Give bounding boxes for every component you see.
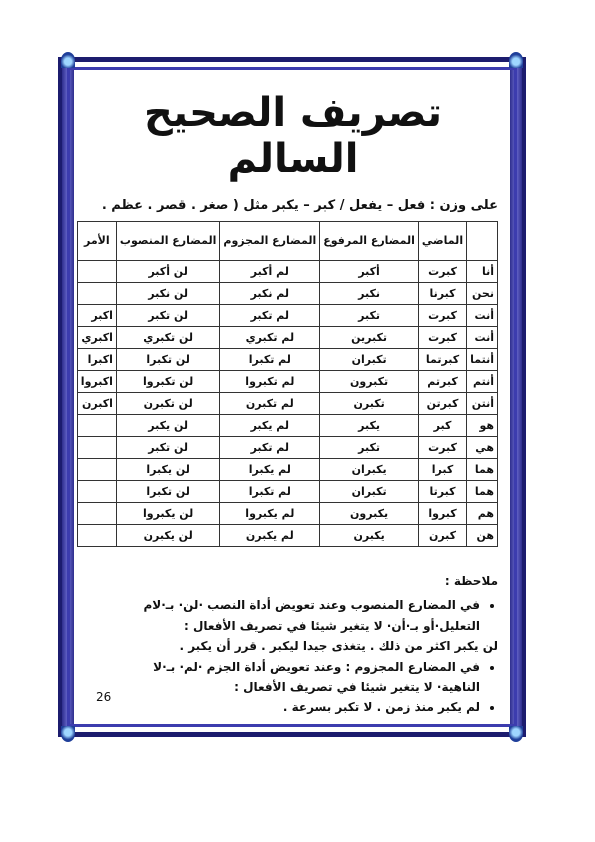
column-header-past: الماضي — [418, 222, 466, 261]
note-continuation: الناهية· لا يتغير شيئا في تصريف الأفعال : — [234, 679, 480, 694]
cell-present-subjunctive: لن يكبر — [116, 415, 219, 437]
note-text: في المضارع المنصوب وعند تعويض أداة النصب ·لن· بـ·لام — [143, 598, 480, 613]
bottom-right-corner-ornament — [509, 726, 523, 742]
table-row — [77, 525, 497, 547]
cell-past: كبر — [418, 415, 466, 437]
table-row — [77, 349, 497, 371]
column-header-pronoun — [467, 222, 498, 261]
table-row — [77, 261, 497, 283]
cell-past: كبرنا — [418, 283, 466, 305]
cell-present-indicative: أكبر — [320, 261, 419, 283]
cell-present-subjunctive: لن تكبروا — [116, 371, 219, 393]
note-example: لن يكبر اكثر من ذلك . يتغذى جيدا ليكبر . قرر أن يكبر . — [179, 639, 498, 654]
table-row — [77, 437, 497, 459]
cell-present-jussive: لم تكبرن — [220, 393, 320, 415]
cell-present-jussive: لم تكبري — [220, 327, 320, 349]
page-content — [80, 80, 498, 718]
table-row — [77, 393, 497, 415]
cell-imperative — [77, 437, 116, 459]
cell-present-indicative: تكبرون — [320, 371, 419, 393]
table-header-row — [77, 222, 497, 261]
cell-imperative: اكبروا — [77, 371, 116, 393]
cell-imperative — [77, 525, 116, 547]
table-row — [77, 305, 497, 327]
cell-imperative — [77, 503, 116, 525]
column-header-present-indicative: المضارع المرفوع — [320, 222, 419, 261]
note-item — [88, 697, 480, 717]
cell-present-jussive: لم أكبر — [220, 261, 320, 283]
cell-pronoun: هم — [467, 503, 498, 525]
cell-imperative: اكبر — [77, 305, 116, 327]
cell-present-indicative: يكبرن — [320, 525, 419, 547]
table-row — [77, 481, 497, 503]
note-continuation: التعليل·أو بـ·أن· لا يتغير شيئا في تصريف الأفعال : — [184, 618, 480, 633]
table-row — [77, 283, 497, 305]
cell-imperative — [77, 459, 116, 481]
cell-pronoun: أنتم — [467, 371, 498, 393]
cell-present-subjunctive: لن يكبرا — [116, 459, 219, 481]
cell-pronoun: هو — [467, 415, 498, 437]
table-row — [77, 415, 497, 437]
cell-present-indicative: يكبرون — [320, 503, 419, 525]
cell-present-jussive: لم يكبر — [220, 415, 320, 437]
cell-present-indicative: تكبران — [320, 349, 419, 371]
cell-present-jussive: لم تكبرا — [220, 481, 320, 503]
cell-pronoun: أنتن — [467, 393, 498, 415]
cell-past: كبرا — [418, 459, 466, 481]
column-header-present-jussive: المضارع المجزوم — [220, 222, 320, 261]
cell-present-indicative: يكبر — [320, 415, 419, 437]
cell-present-jussive: لم تكبر — [220, 305, 320, 327]
notes-list — [88, 595, 498, 615]
cell-present-subjunctive: لن يكبرن — [116, 525, 219, 547]
cell-present-indicative: تكبرين — [320, 327, 419, 349]
cell-imperative: اكبرا — [77, 349, 116, 371]
note-item — [88, 595, 480, 615]
table-row — [77, 327, 497, 349]
cell-imperative — [77, 481, 116, 503]
table-row — [77, 371, 497, 393]
cell-pronoun: هي — [467, 437, 498, 459]
cell-present-indicative: تكبرن — [320, 393, 419, 415]
notes-section — [88, 571, 498, 718]
column-header-imperative: الأمر — [77, 222, 116, 261]
cell-imperative — [77, 261, 116, 283]
cell-present-indicative: تكبر — [320, 437, 419, 459]
cell-imperative — [77, 283, 116, 305]
cell-past: كبرتا — [418, 481, 466, 503]
cell-present-indicative: تكبران — [320, 481, 419, 503]
notes-list — [88, 697, 498, 717]
cell-present-jussive: لم تكبروا — [220, 371, 320, 393]
cell-present-jussive: لم يكبرا — [220, 459, 320, 481]
cell-past: كبرت — [418, 261, 466, 283]
top-right-corner-ornament — [509, 52, 523, 68]
cell-pronoun: هن — [467, 525, 498, 547]
cell-pronoun: أنتما — [467, 349, 498, 371]
verb-pattern-line: على وزن : فعل – يفعل / كبر – يكبر مثل ( صغر . قصر . عظم . — [101, 198, 498, 213]
cell-imperative: اكبرن — [77, 393, 116, 415]
cell-pronoun: هما — [467, 459, 498, 481]
cell-present-subjunctive: لن تكبرن — [116, 393, 219, 415]
cell-present-jussive: لم نكبر — [220, 283, 320, 305]
cell-present-jussive: لم يكبروا — [220, 503, 320, 525]
table-row — [77, 459, 497, 481]
cell-past: كبرتن — [418, 393, 466, 415]
cell-imperative: اكبري — [77, 327, 116, 349]
cell-pronoun: نحن — [467, 283, 498, 305]
page-title: تصريف الصحيح السالم — [143, 90, 443, 182]
cell-pronoun: أنا — [467, 261, 498, 283]
note-text: لم يكبر منذ زمن . لا تكبر بسرعة . — [282, 700, 480, 715]
cell-past: كبرت — [418, 327, 466, 349]
column-header-present-subjunctive: المضارع المنصوب — [116, 222, 219, 261]
cell-past: كبروا — [418, 503, 466, 525]
cell-present-subjunctive: لن نكبر — [116, 283, 219, 305]
cell-past: كبرتما — [418, 349, 466, 371]
cell-present-indicative: تكبر — [320, 305, 419, 327]
cell-present-subjunctive: لن تكبري — [116, 327, 219, 349]
cell-past: كبرن — [418, 525, 466, 547]
top-left-corner-ornament — [61, 52, 75, 68]
notes-heading: ملاحظة : — [444, 574, 498, 588]
cell-present-subjunctive: لن أكبر — [116, 261, 219, 283]
cell-present-subjunctive: لن يكبروا — [116, 503, 219, 525]
cell-present-subjunctive: لن تكبرا — [116, 349, 219, 371]
cell-pronoun: أنت — [467, 305, 498, 327]
cell-pronoun: هما — [467, 481, 498, 503]
cell-present-indicative: يكبران — [320, 459, 419, 481]
notes-list — [88, 657, 498, 677]
cell-present-indicative: نكبر — [320, 283, 419, 305]
conjugation-table — [77, 221, 498, 547]
cell-present-jussive: لم يكبرن — [220, 525, 320, 547]
cell-past: كبرت — [418, 305, 466, 327]
cell-past: كبرت — [418, 437, 466, 459]
note-text: في المضارع المجزوم : وعند تعويض أداة الجزم ·لم· بـ·لا — [153, 659, 480, 674]
bottom-left-corner-ornament — [61, 726, 75, 742]
cell-past: كبرتم — [418, 371, 466, 393]
cell-present-jussive: لم تكبرا — [220, 349, 320, 371]
cell-present-subjunctive: لن تكبر — [116, 437, 219, 459]
table-row — [77, 503, 497, 525]
cell-imperative — [77, 415, 116, 437]
note-item — [88, 657, 480, 677]
cell-pronoun: أنت — [467, 327, 498, 349]
cell-present-jussive: لم تكبر — [220, 437, 320, 459]
cell-present-subjunctive: لن تكبرا — [116, 481, 219, 503]
page-number: 26 — [96, 690, 112, 704]
cell-present-subjunctive: لن تكبر — [116, 305, 219, 327]
